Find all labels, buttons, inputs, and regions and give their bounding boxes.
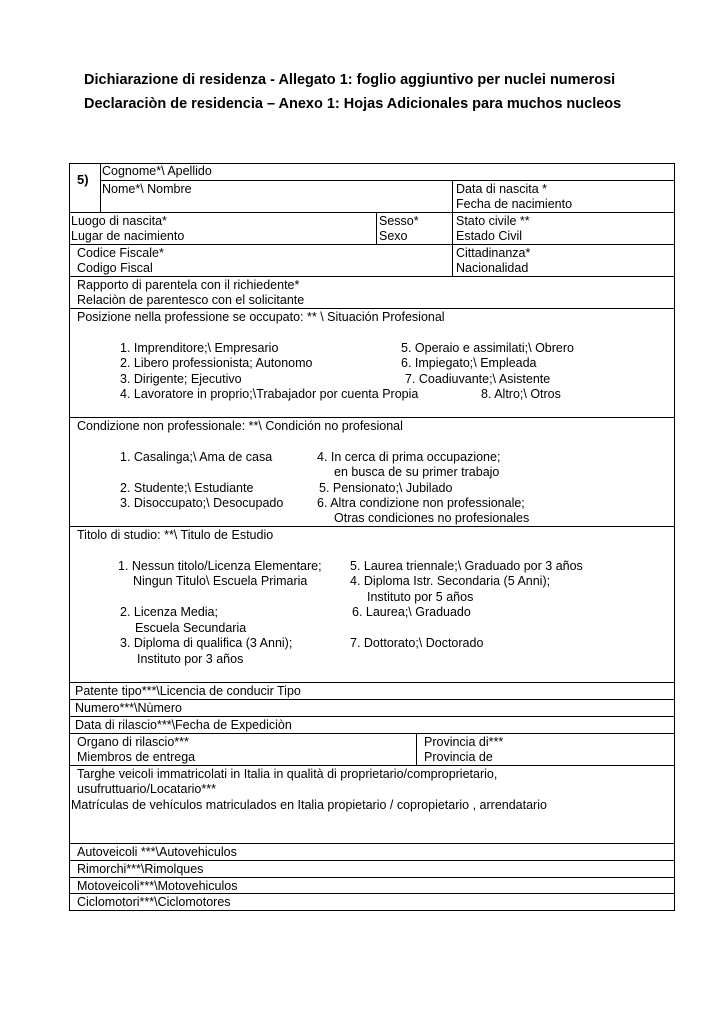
education-option: 7. Dottorato;\ Doctorado [350,636,484,650]
birth-place-label-es: Lugar de nacimiento [71,229,185,243]
vehicle-plates-label-es: Matrículas de vehículos matriculados en Italia propietario / copropietario , arrendatario [71,798,547,812]
grid-line [100,164,101,212]
education-option: Instituto por 3 años [137,652,244,666]
grid-line [70,212,674,213]
citizenship-label-es: Nacionalidad [456,261,529,275]
province-label: Provincia di*** [424,735,504,749]
birth-date-label: Data di nascita * [456,182,548,196]
mopeds-label: Ciclomotori***\Ciclomotores [77,895,231,909]
education-option: Escuela Secundaria [135,621,247,635]
license-number-label: Numero***\Nùmero [75,701,182,715]
relationship-label-es: Relaciòn de parentesco con el solicitante [77,293,305,307]
birth-place-label: Luogo di nascita* [71,214,167,228]
profession-option: 4. Lavoratore in proprio;\Trabajador por cuenta Propia [120,387,419,401]
sex-label-es: Sexo [379,229,408,243]
education-option: Instituto por 5 años [367,590,474,604]
issuing-body-label-es: Miembros de entrega [77,750,196,764]
document-title-es: Declaraciòn de residencia – Anexo 1: Hojas Adicionales para muchos nucleos [84,96,622,112]
cars-label: Autoveicoli ***\Autovehiculos [77,845,237,859]
document-title-it: Dichiarazione di residenza - Allegato 1: foglio aggiuntivo per nuclei numerosi [84,72,616,88]
grid-line [100,180,674,181]
civil-status-label-es: Estado Civil [456,229,522,243]
license-type-label: Patente tipo***\Licencia de conducir Tipo [75,684,301,698]
profession-option: 7. Coadiuvante;\ Asistente [405,372,551,386]
relationship-label: Rapporto di parentela con il richiedente* [77,278,300,292]
issue-date-label: Data di rilascio***\Fecha de Expediciòn [75,718,292,732]
non-professional-option: en busca de su primer trabajo [334,465,500,479]
grid-line [416,733,417,765]
grid-line [70,682,674,683]
residence-form [69,163,675,911]
non-professional-heading: Condizione non professionale: **\ Condición no profesional [77,419,403,433]
non-professional-option: 5. Pensionato;\ Jubilado [319,481,453,495]
profession-option: 5. Operaio e assimilati;\ Obrero [401,341,574,355]
non-professional-option: 1. Casalinga;\ Ama de casa [120,450,273,464]
non-professional-option: 6. Altra condizione non professionale; [317,496,525,510]
surname-label: Cognome*\ Apellido [102,164,212,178]
grid-line [70,417,674,418]
non-professional-option: Otras condiciones no profesionales [334,511,530,525]
profession-option: 3. Dirigente; Ejecutivo [120,372,242,386]
education-option: 3. Diploma di qualifica (3 Anni); [120,636,293,650]
education-heading: Titolo di studio: **\ Titulo de Estudio [77,528,274,542]
trailers-label: Rimorchi***\Rimolques [77,862,204,876]
education-option: 4. Diploma Istr. Secondaria (5 Anni); [350,574,551,588]
first-name-label: Nome*\ Nombre [102,182,192,196]
citizenship-label: Cittadinanza* [456,246,531,260]
non-professional-option: 3. Disoccupato;\ Desocupado [120,496,284,510]
record-number: 5) [77,172,89,187]
non-professional-option: 2. Studente;\ Estudiante [120,481,254,495]
profession-option: 8. Altro;\ Otros [481,387,561,401]
motorcycles-label: Motoveicoli***\Motovehiculos [77,879,238,893]
province-label-es: Provincia de [424,750,493,764]
grid-line [452,180,453,276]
issuing-body-label: Organo di rilascio*** [77,735,189,749]
education-option: 5. Laurea triennale;\ Graduado por 3 años [350,559,583,573]
grid-line [70,276,674,277]
tax-code-label: Codice Fiscale* [77,246,164,260]
vehicle-plates-label: Targhe veicoli immatricolati in Italia in qualità di proprietario/comproprietario, [77,767,498,781]
grid-line [376,212,377,244]
profession-option: 1. Imprenditore;\ Empresario [120,341,279,355]
education-option: 1. Nessun titolo/Licenza Elementare; [118,559,322,573]
sex-label: Sesso* [379,214,419,228]
birth-date-label-es: Fecha de nacimiento [456,197,573,211]
profession-option: 6. Impiegato;\ Empleada [401,356,537,370]
vehicle-plates-label-2: usufruttuario/Locatario*** [77,782,216,796]
education-option: 2. Licenza Media; [120,605,218,619]
profession-heading: Posizione nella professione se occupato: ** \ Situación Profesional [77,310,445,324]
civil-status-label: Stato civile ** [456,214,530,228]
grid-line [70,843,674,844]
education-option: 6. Laurea;\ Graduado [352,605,471,619]
profession-option: 2. Libero professionista; Autonomo [120,356,313,370]
tax-code-label-es: Codigo Fiscal [77,261,153,275]
education-option: Ningun Titulo\ Escuela Primaria [133,574,308,588]
non-professional-option: 4. In cerca di prima occupazione; [317,450,501,464]
